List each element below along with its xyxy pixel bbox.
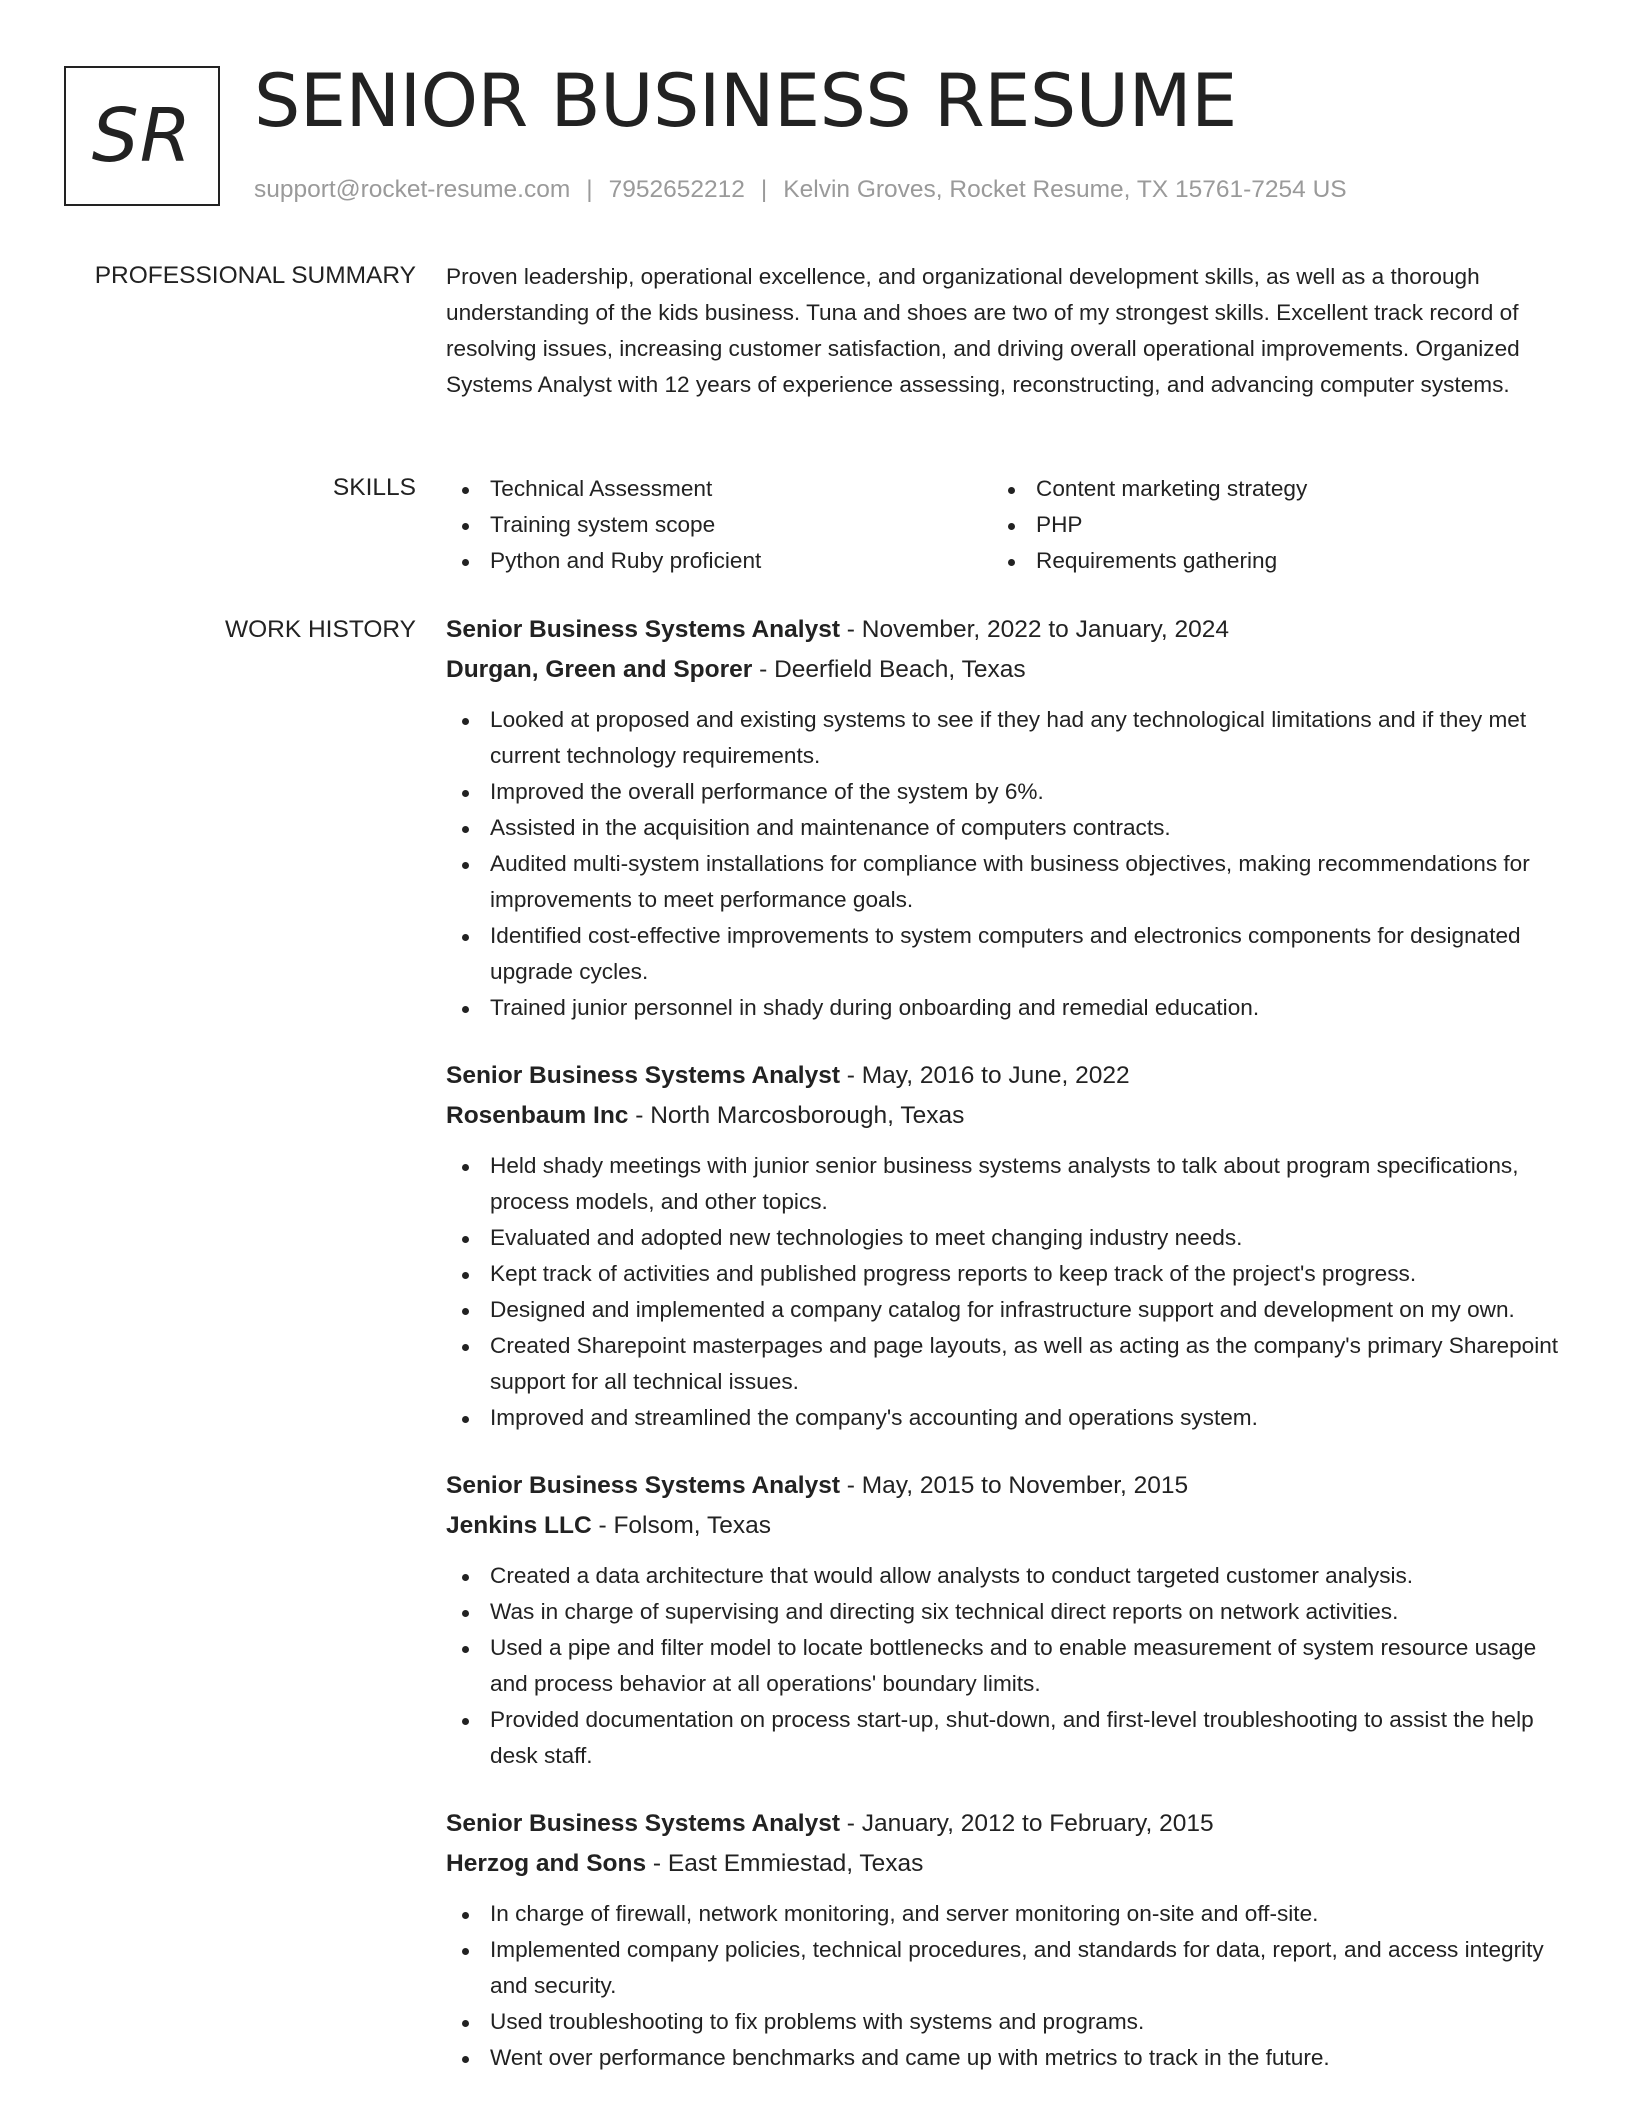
skills-section: [446, 471, 1566, 579]
skill-item: PHP: [992, 507, 1538, 543]
work-history-heading: WORK HISTORY: [224, 616, 416, 643]
job-company-line: [446, 1096, 1566, 1136]
resume-title: SENIOR BUSINESS RESUME: [254, 59, 1237, 144]
job-location: - Deerfield Beach, Texas: [752, 656, 1026, 683]
job-bullet: Was in charge of supervising and directing six technical direct reports on network activities.: [446, 1594, 1566, 1630]
job-bullet: Improved the overall performance of the system by 6%.: [446, 774, 1566, 810]
job-bullet: Evaluated and adopted new technologies to meet changing industry needs.: [446, 1220, 1566, 1256]
job-bullet: Trained junior personnel in shady during onboarding and remedial education.: [446, 990, 1566, 1026]
skills-column-left: [446, 471, 992, 579]
job-entry: [446, 610, 1566, 1026]
job-entry: [446, 1466, 1566, 1774]
job-company-line: [446, 1844, 1566, 1884]
job-bullet: In charge of firewall, network monitoring, and server monitoring on-site and off-site.: [446, 1896, 1566, 1932]
job-company: Herzog and Sons: [446, 1850, 647, 1877]
job-bullets: [446, 1148, 1566, 1436]
job-company: Rosenbaum Inc: [446, 1102, 629, 1129]
job-entry: [446, 1056, 1566, 1436]
job-bullet: Kept track of activities and published progress reports to keep track of the project's progress.: [446, 1256, 1566, 1292]
job-entry: [446, 1804, 1566, 2076]
job-title: Senior Business Systems Analyst: [446, 1472, 840, 1499]
monogram-logo: [64, 66, 220, 206]
job-title-line: [446, 1804, 1566, 1844]
job-bullet: Used a pipe and filter model to locate bottlenecks and to enable measurement of system resource usage and process behavior at all operations' boundary limits.: [446, 1630, 1566, 1702]
skill-item: Technical Assessment: [446, 471, 992, 507]
skill-item: Python and Ruby proficient: [446, 543, 992, 579]
job-bullet: Assisted in the acquisition and maintenance of computers contracts.: [446, 810, 1566, 846]
summary-text: Proven leadership, operational excellence, and organizational development skills, as well as a thorough understanding of the kids business. Tuna and shoes are two of my strongest skills. Excellent track record of resolving issues, increasing customer satisfaction, and driving overall operational improvements. Organized Systems Analyst with 12 years of experience assessing, reconstructing, and advancing computer systems.: [446, 264, 1520, 397]
job-bullet: Used troubleshooting to fix problems with systems and programs.: [446, 2004, 1566, 2040]
job-location: - Folsom, Texas: [591, 1512, 771, 1539]
job-title-line: [446, 610, 1566, 650]
skills-heading: SKILLS: [332, 474, 416, 501]
job-title: Senior Business Systems Analyst: [446, 1062, 840, 1089]
monogram-text: SR: [91, 93, 193, 179]
skills-grid: [446, 471, 1566, 579]
job-bullets: [446, 1558, 1566, 1774]
job-title: Senior Business Systems Analyst: [446, 616, 840, 643]
job-bullets: [446, 1896, 1566, 2076]
job-bullets: [446, 702, 1566, 1026]
job-company-line: [446, 1506, 1566, 1546]
job-location: - East Emmiestad, Texas: [646, 1850, 924, 1877]
job-bullet: Looked at proposed and existing systems to see if they had any technological limitations and if they met current technology requirements.: [446, 702, 1566, 774]
job-title-line: [446, 1466, 1566, 1506]
work-history-section: [446, 610, 1566, 2106]
skill-item: Training system scope: [446, 507, 992, 543]
job-bullet: Designed and implemented a company catalog for infrastructure support and development on my own.: [446, 1292, 1566, 1328]
contact-separator: |: [586, 176, 593, 203]
job-dates: - May, 2016 to June, 2022: [839, 1062, 1130, 1089]
job-company: Durgan, Green and Sporer: [446, 656, 753, 683]
job-bullet: Audited multi-system installations for compliance with business objectives, making recommendations for improvements to meet performance goals.: [446, 846, 1566, 918]
contact-phone: 7952652212: [608, 176, 745, 203]
job-bullet: Went over performance benchmarks and came up with metrics to track in the future.: [446, 2040, 1566, 2076]
job-bullet: Improved and streamlined the company's accounting and operations system.: [446, 1400, 1566, 1436]
contact-address: Kelvin Groves, Rocket Resume, TX 15761-7254 US: [783, 176, 1347, 203]
contact-email: support@rocket-resume.com: [254, 176, 571, 203]
job-bullet: Created Sharepoint masterpages and page layouts, as well as acting as the company's primary Sharepoint support for all technical issues.: [446, 1328, 1566, 1400]
summary-section: [446, 259, 1566, 403]
job-location: - North Marcosborough, Texas: [628, 1102, 965, 1129]
job-bullet: Created a data architecture that would allow analysts to conduct targeted customer analysis.: [446, 1558, 1566, 1594]
skill-item: Content marketing strategy: [992, 471, 1538, 507]
skill-item: Requirements gathering: [992, 543, 1538, 579]
job-bullet: Implemented company policies, technical procedures, and standards for data, report, and access integrity and security.: [446, 1932, 1566, 2004]
job-title-line: [446, 1056, 1566, 1096]
job-bullet: Provided documentation on process start-up, shut-down, and first-level troubleshooting to assist the help desk staff.: [446, 1702, 1566, 1774]
summary-heading: PROFESSIONAL SUMMARY: [94, 262, 416, 289]
job-dates: - May, 2015 to November, 2015: [839, 1472, 1189, 1499]
job-company-line: [446, 650, 1566, 690]
skills-column-right: [992, 471, 1538, 579]
job-bullet: Held shady meetings with junior senior business systems analysts to talk about program specifications, process models, and other topics.: [446, 1148, 1566, 1220]
job-bullet: Identified cost-effective improvements to system computers and electronics components for designated upgrade cycles.: [446, 918, 1566, 990]
job-company: Jenkins LLC: [446, 1512, 592, 1539]
contact-separator: |: [760, 176, 768, 203]
contact-line: [254, 174, 1347, 206]
job-dates: - November, 2022 to January, 2024: [839, 616, 1230, 643]
job-title: Senior Business Systems Analyst: [446, 1810, 840, 1837]
job-dates: - January, 2012 to February, 2015: [839, 1810, 1214, 1837]
